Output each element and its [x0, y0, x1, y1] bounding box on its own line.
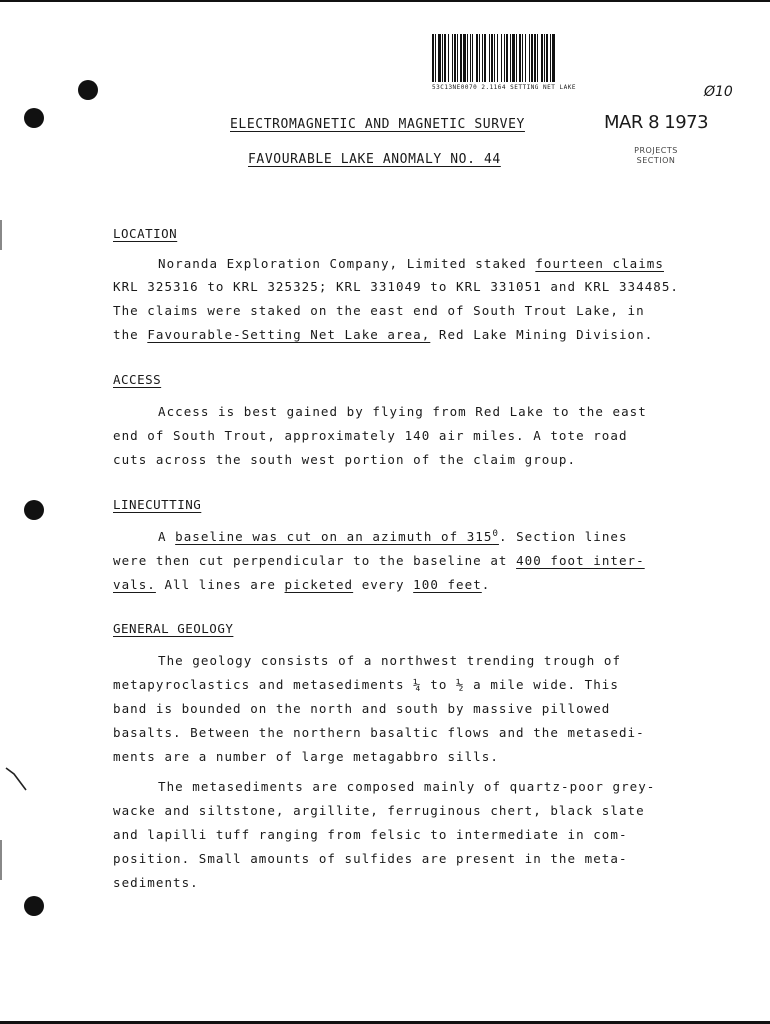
edge-mark: [0, 840, 2, 880]
barcode-bar: [491, 34, 493, 82]
text-span: .: [481, 577, 491, 592]
text-line: band is bounded on the north and south by massive pillowed: [113, 701, 611, 716]
barcode-bar: [497, 34, 498, 82]
text-line: [158, 529, 628, 544]
underlined-text: 400 foot inter-: [516, 553, 645, 568]
text-line: end of South Trout, approximately 140 air miles. A tote road: [113, 428, 628, 443]
text-line: [113, 327, 653, 342]
text-line: The geology consists of a northwest trending trough of: [158, 653, 622, 668]
barcode-bar: [452, 34, 453, 82]
barcode-bar: [494, 34, 495, 82]
barcode-bar: [448, 34, 449, 82]
scan-border-top: [0, 0, 770, 2]
text-span: Red Lake Mining Division.: [430, 327, 654, 342]
underlined-text: picketed: [284, 577, 354, 592]
underlined-text: vals.: [113, 577, 156, 592]
underlined-text: 100 feet: [413, 577, 482, 592]
barcode-bar: [472, 34, 473, 82]
barcode-bar: [506, 34, 508, 82]
document-number: Ø10: [704, 84, 733, 100]
barcode-bar: [454, 34, 456, 82]
text-span: All lines are: [155, 577, 285, 592]
text-line: ments are a number of large metagabbro sills.: [113, 749, 499, 764]
text-line: [113, 577, 490, 592]
punch-hole-top-icon: [78, 80, 98, 100]
pen-stroke-mark-icon: [4, 764, 34, 794]
barcode-bar: [522, 34, 523, 82]
section-heading-location: LOCATION: [113, 226, 178, 241]
punch-hole-middle-icon: [24, 500, 44, 520]
text-line: metapyroclastics and metasediments ¼ to ½ a mile wide. This: [113, 677, 619, 692]
text-span: baseline was cut on an azimuth of 315: [175, 529, 493, 545]
department-stamp-line: PROJECTS: [634, 146, 678, 155]
barcode-bar: [504, 34, 505, 82]
text-span: . Section lines: [498, 529, 628, 545]
barcode-bar: [457, 34, 458, 82]
underlined-text: fourteen claims: [535, 256, 664, 271]
barcode-bar: [516, 34, 517, 82]
barcode-bar: [489, 34, 490, 82]
punch-hole-bottom-icon: [24, 896, 44, 916]
section-heading-linecutting: LINECUTTING: [113, 497, 202, 512]
barcode-bar: [531, 34, 533, 82]
punch-hole-upper-icon: [24, 108, 44, 128]
report-subtitle: FAVOURABLE LAKE ANOMALY NO. 44: [248, 152, 501, 167]
barcode-bar: [529, 34, 530, 82]
text-line: The claims were staked on the east end of South Trout Lake, in: [113, 303, 645, 318]
text-line: KRL 325316 to KRL 325325; KRL 331049 to KRL 331051 and KRL 334485.: [113, 279, 679, 294]
barcode-bar: [519, 34, 521, 82]
report-title: ELECTROMAGNETIC AND MAGNETIC SURVEY: [230, 117, 525, 132]
barcode-bar: [479, 34, 480, 82]
text-line: and lapilli tuff ranging from felsic to intermediate in com-: [113, 827, 628, 842]
barcode-bar: [432, 34, 434, 82]
barcode-bar: [525, 34, 526, 82]
barcode-bar: [501, 34, 502, 82]
barcode-icon: [432, 34, 648, 82]
section-heading-general-geology: GENERAL GEOLOGY: [113, 621, 234, 636]
text-line: wacke and siltstone, argillite, ferruginous chert, black slate: [113, 803, 645, 818]
text-line: position. Small amounts of sulfides are present in the meta-: [113, 851, 628, 866]
text-span: every: [353, 577, 414, 592]
barcode-bar: [470, 34, 471, 82]
text-line: cuts across the south west portion of the claim group.: [113, 452, 577, 467]
department-stamp: [624, 146, 688, 166]
barcode-bar: [482, 34, 483, 82]
department-stamp-line: SECTION: [636, 156, 676, 165]
barcode-bar: [552, 34, 555, 82]
barcode-bar: [544, 34, 545, 82]
section-heading-access: ACCESS: [113, 372, 162, 387]
text-line: Access is best gained by flying from Red Lake to the east: [158, 404, 647, 419]
text-line: [158, 256, 664, 271]
text-span: A: [158, 529, 176, 545]
barcode-bar: [463, 34, 466, 82]
barcode-bar: [460, 34, 462, 82]
barcode-bar: [444, 34, 446, 82]
underlined-text: Favourable-Setting Net Lake area,: [147, 327, 431, 342]
barcode-bar: [512, 34, 515, 82]
text-span: Noranda Exploration Company, Limited staked: [158, 256, 536, 271]
barcode-bar: [534, 34, 536, 82]
text-span: were then cut perpendicular to the baseline at: [113, 553, 517, 568]
text-line: The metasediments are composed mainly of quartz-poor grey-: [158, 779, 656, 794]
barcode-bar: [476, 34, 478, 82]
barcode-bar: [467, 34, 468, 82]
text-line: [113, 553, 645, 568]
barcode-caption: 53C13NE0070 2.1164 SETTING NET LAKE: [432, 84, 576, 91]
barcode-bar: [442, 34, 443, 82]
barcode-bar: [435, 34, 436, 82]
barcode-bar: [484, 34, 486, 82]
barcode-bar: [550, 34, 551, 82]
text-line: sediments.: [113, 875, 199, 890]
barcode-bar: [510, 34, 511, 82]
edge-mark: [0, 220, 2, 250]
barcode-bar: [546, 34, 548, 82]
barcode-bar: [537, 34, 538, 82]
underlined-text: [175, 529, 499, 544]
received-date-stamp: MAR 8 1973: [604, 112, 709, 133]
degree-superscript: 0: [492, 529, 499, 539]
barcode-bar: [438, 34, 441, 82]
text-line: basalts. Between the northern basaltic flows and the metasedi-: [113, 725, 645, 740]
text-span: the: [113, 327, 148, 342]
barcode-bar: [541, 34, 543, 82]
